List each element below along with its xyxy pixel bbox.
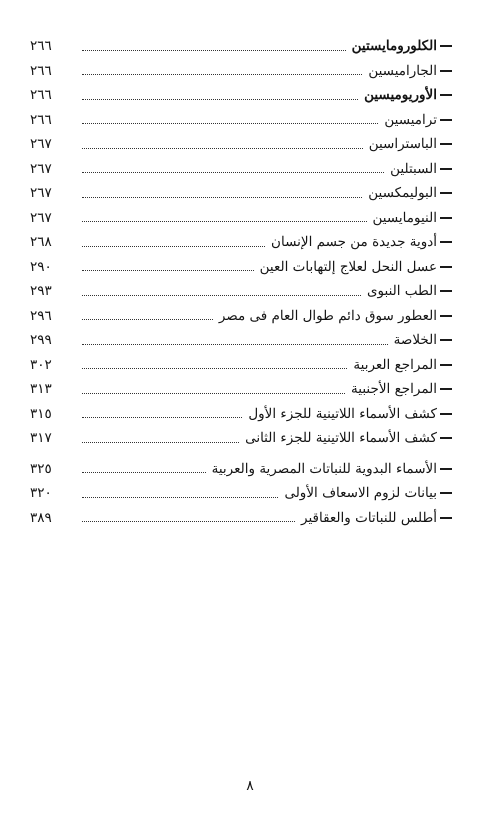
entry-dash bbox=[440, 413, 452, 415]
toc-entry bbox=[30, 230, 452, 255]
dot-leader bbox=[82, 50, 346, 51]
entry-title: كشف الأسماء اللاتينية للجزء الثانى bbox=[245, 430, 437, 447]
page-number: ٨ bbox=[246, 778, 254, 794]
dot-leader bbox=[82, 123, 378, 124]
dot-leader bbox=[82, 270, 254, 271]
entry-dash bbox=[440, 339, 452, 341]
toc-entry bbox=[30, 426, 452, 451]
entry-page-number: ٢٩٠ bbox=[30, 258, 52, 275]
dot-leader bbox=[82, 74, 362, 75]
dot-leader bbox=[82, 99, 358, 100]
entry-dash bbox=[440, 437, 452, 439]
dot-leader bbox=[82, 417, 242, 418]
toc-entry bbox=[30, 402, 452, 427]
entry-dash bbox=[440, 45, 452, 47]
toc-entry bbox=[30, 377, 452, 402]
entry-title: أطلس للنباتات والعقاقير bbox=[301, 509, 437, 526]
dot-leader bbox=[82, 319, 213, 320]
dot-leader bbox=[82, 148, 363, 149]
toc-entry bbox=[30, 279, 452, 304]
toc-entry bbox=[30, 457, 452, 482]
dot-leader bbox=[82, 497, 278, 498]
entry-page-number: ٢٩٩ bbox=[30, 332, 52, 349]
entry-page-number: ٣١٥ bbox=[30, 405, 52, 422]
entry-title: عسل النحل لعلاج إلتهابات العين bbox=[259, 258, 437, 275]
entry-dash bbox=[440, 468, 452, 470]
entry-title: السبتلين bbox=[390, 160, 437, 177]
entry-page-number: ٢٩٣ bbox=[30, 283, 52, 300]
toc-entry bbox=[30, 328, 452, 353]
toc-entry bbox=[30, 34, 452, 59]
entry-title: المراجع الأجنبية bbox=[351, 381, 437, 398]
toc-entry bbox=[30, 108, 452, 133]
entry-page-number: ٣٨٩ bbox=[30, 509, 52, 526]
toc-entry bbox=[30, 83, 452, 108]
dot-leader bbox=[82, 246, 265, 247]
entry-page-number: ٣٢٠ bbox=[30, 485, 52, 502]
entry-page-number: ٢٦٧ bbox=[30, 160, 52, 177]
entry-title: الخلاصة bbox=[393, 332, 437, 349]
entry-page-number: ٢٦٧ bbox=[30, 136, 52, 153]
entry-title: تراميسين bbox=[384, 111, 437, 128]
toc-entry bbox=[30, 132, 452, 157]
entry-page-number: ٢٦٧ bbox=[30, 185, 52, 202]
toc-entry bbox=[30, 255, 452, 280]
dot-leader bbox=[82, 172, 384, 173]
entry-page-number: ٣٠٢ bbox=[30, 356, 52, 373]
entry-dash bbox=[440, 192, 452, 194]
entry-title: الأوريوميسين bbox=[364, 87, 437, 104]
dot-leader bbox=[82, 472, 206, 473]
entry-dash bbox=[440, 119, 452, 121]
toc-entry bbox=[30, 157, 452, 182]
toc-entry bbox=[30, 481, 452, 506]
entry-dash bbox=[440, 168, 452, 170]
entry-page-number: ٢٦٨ bbox=[30, 234, 52, 251]
table-of-contents bbox=[30, 34, 452, 530]
entry-dash bbox=[440, 266, 452, 268]
entry-page-number: ٣٢٥ bbox=[30, 460, 52, 477]
entry-title: البوليمكسين bbox=[368, 185, 437, 202]
toc-entry bbox=[30, 206, 452, 231]
entry-dash bbox=[440, 315, 452, 317]
dot-leader bbox=[82, 393, 345, 394]
entry-page-number: ٢٦٦ bbox=[30, 38, 52, 55]
entry-dash bbox=[440, 94, 452, 96]
entry-title: الطب النبوى bbox=[366, 283, 437, 300]
toc-entry bbox=[30, 181, 452, 206]
entry-title: النيومايسين bbox=[372, 209, 437, 226]
entry-title: الباستراسين bbox=[368, 136, 437, 153]
entry-dash bbox=[440, 388, 452, 390]
entry-title: المراجع العربية bbox=[353, 356, 437, 373]
entry-page-number: ٢٦٧ bbox=[30, 209, 52, 226]
entry-dash bbox=[440, 290, 452, 292]
dot-leader bbox=[82, 295, 361, 296]
toc-entry bbox=[30, 506, 452, 531]
entry-title: العطور سوق دائم طوال العام فى مصر bbox=[218, 307, 437, 324]
toc-entry bbox=[30, 353, 452, 378]
dot-leader bbox=[82, 368, 347, 369]
entry-dash bbox=[440, 217, 452, 219]
entry-page-number: ٢٦٦ bbox=[30, 111, 52, 128]
dot-leader bbox=[82, 221, 367, 222]
entry-title: كشف الأسماء اللاتينية للجزء الأول bbox=[248, 405, 437, 422]
entry-page-number: ٢٦٦ bbox=[30, 62, 52, 79]
entry-title: أدوية جديدة من جسم الإنسان bbox=[271, 234, 437, 251]
toc-entry bbox=[30, 59, 452, 84]
entry-page-number: ٣١٣ bbox=[30, 381, 52, 398]
entry-dash bbox=[440, 492, 452, 494]
entry-title: الأسماء البدوية للنباتات المصرية والعربية bbox=[211, 460, 437, 477]
entry-page-number: ٢٦٦ bbox=[30, 87, 52, 104]
entry-dash bbox=[440, 364, 452, 366]
entry-dash bbox=[440, 241, 452, 243]
toc-entry bbox=[30, 304, 452, 329]
dot-leader bbox=[82, 344, 388, 345]
dot-leader bbox=[82, 197, 362, 198]
entry-page-number: ٣١٧ bbox=[30, 430, 52, 447]
dot-leader bbox=[82, 442, 239, 443]
entry-dash bbox=[440, 517, 452, 519]
dot-leader bbox=[82, 521, 295, 522]
entry-title: بيانات لزوم الاسعاف الأولى bbox=[284, 485, 437, 502]
entry-dash bbox=[440, 70, 452, 72]
entry-title: الجاراميسين bbox=[368, 62, 437, 79]
entry-dash bbox=[440, 143, 452, 145]
entry-page-number: ٢٩٦ bbox=[30, 307, 52, 324]
entry-title: الكلورومايستين bbox=[351, 38, 437, 55]
